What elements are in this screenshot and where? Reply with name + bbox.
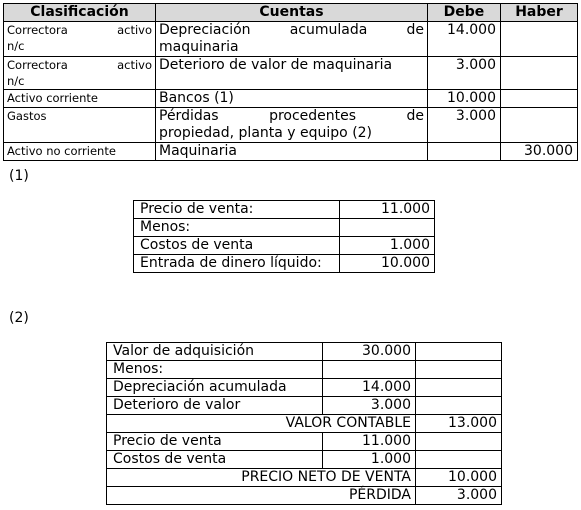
row-debe: 3.000 xyxy=(428,57,501,90)
perdida-total: 3.000 xyxy=(416,487,502,505)
table1-row xyxy=(134,219,435,237)
table1-row xyxy=(134,255,435,273)
valor-contable-label: VALOR CONTABLE xyxy=(107,415,416,433)
clasificacion-cont: n/c xyxy=(7,74,25,88)
row-debe xyxy=(428,143,501,161)
row-clasificacion: Activo no corriente xyxy=(4,143,156,161)
journal-row xyxy=(4,57,578,90)
clasificacion-word: activo xyxy=(117,23,152,37)
journal-row xyxy=(4,90,578,108)
note-1-label: (1) xyxy=(9,168,29,184)
header-clasificacion: Clasificación xyxy=(4,4,156,22)
table2-value: 1.000 xyxy=(323,451,416,469)
note-2-label: (2) xyxy=(9,310,29,326)
row-clasificacion xyxy=(4,22,156,57)
cuenta-word: de xyxy=(406,22,424,38)
header-cuentas: Cuentas xyxy=(156,4,428,22)
table2-label: Menos: xyxy=(107,361,323,379)
table2-row xyxy=(107,451,502,469)
valor-contable-total: 13.000 xyxy=(416,415,502,433)
table2-value: 11.000 xyxy=(323,433,416,451)
table1-value: 10.000 xyxy=(340,255,435,273)
row-clasificacion: Activo corriente xyxy=(4,90,156,108)
table2-row xyxy=(107,361,502,379)
row-haber xyxy=(501,57,578,90)
row-cuenta xyxy=(156,22,428,57)
clasificacion-word: activo xyxy=(117,58,152,72)
loss-calculation-table xyxy=(106,342,502,505)
table1-value xyxy=(340,219,435,237)
row-debe: 3.000 xyxy=(428,108,501,143)
row-cuenta: Bancos (1) xyxy=(156,90,428,108)
table2-label: Deterioro de valor xyxy=(107,397,323,415)
table1-value: 1.000 xyxy=(340,237,435,255)
table1-label: Costos de venta xyxy=(134,237,340,255)
journal-row xyxy=(4,22,578,57)
row-haber xyxy=(501,90,578,108)
table2-total xyxy=(416,451,502,469)
table1-row xyxy=(134,237,435,255)
table2-label: Valor de adquisición xyxy=(107,343,323,361)
journal-row xyxy=(4,108,578,143)
cuenta-word: Pérdidas xyxy=(159,108,219,124)
header-haber: Haber xyxy=(501,4,578,22)
cuenta-word: procedentes xyxy=(269,108,357,124)
table2-row xyxy=(107,433,502,451)
table1-label: Entrada de dinero líquido: xyxy=(134,255,340,273)
row-haber xyxy=(501,108,578,143)
perdida-label: PÉRDIDA xyxy=(107,487,416,505)
table2-total xyxy=(416,433,502,451)
journal-header-row xyxy=(4,4,578,22)
table1-row xyxy=(134,201,435,219)
header-debe: Debe xyxy=(428,4,501,22)
table2-total xyxy=(416,343,502,361)
cuenta-cont: maquinaria xyxy=(159,39,239,55)
precio-neto-label: PRECIO NETO DE VENTA xyxy=(107,469,416,487)
clasificacion-cont: n/c xyxy=(7,39,25,53)
row-clasificacion xyxy=(4,57,156,90)
table2-precio-neto-row xyxy=(107,469,502,487)
table2-perdida-row xyxy=(107,487,502,505)
cuenta-word: Depreciación xyxy=(159,22,251,38)
table2-value: 30.000 xyxy=(323,343,416,361)
table1-label: Precio de venta: xyxy=(134,201,340,219)
row-debe: 14.000 xyxy=(428,22,501,57)
table2-value: 14.000 xyxy=(323,379,416,397)
table2-value: 3.000 xyxy=(323,397,416,415)
table1-label: Menos: xyxy=(134,219,340,237)
row-debe: 10.000 xyxy=(428,90,501,108)
clasificacion-word: Correctora xyxy=(7,23,68,37)
journal-table xyxy=(3,3,578,161)
row-cuenta: Maquinaria xyxy=(156,143,428,161)
cuenta-word: de xyxy=(406,108,424,124)
table2-total xyxy=(416,397,502,415)
row-cuenta: Deterioro de valor de maquinaria xyxy=(156,57,428,90)
cuenta-word: acumulada xyxy=(289,22,368,38)
row-haber xyxy=(501,22,578,57)
table2-label: Costos de venta xyxy=(107,451,323,469)
table2-total xyxy=(416,379,502,397)
cash-inflow-table xyxy=(133,200,435,273)
row-haber: 30.000 xyxy=(501,143,578,161)
row-cuenta xyxy=(156,108,428,143)
table2-total xyxy=(416,361,502,379)
journal-row xyxy=(4,143,578,161)
clasificacion-word: Correctora xyxy=(7,58,68,72)
table2-valor-contable-row xyxy=(107,415,502,433)
row-clasificacion: Gastos xyxy=(4,108,156,143)
table1-value: 11.000 xyxy=(340,201,435,219)
table2-label: Precio de venta xyxy=(107,433,323,451)
precio-neto-total: 10.000 xyxy=(416,469,502,487)
table2-row xyxy=(107,397,502,415)
table2-label: Depreciación acumulada xyxy=(107,379,323,397)
table2-value xyxy=(323,361,416,379)
table2-row xyxy=(107,343,502,361)
table2-row xyxy=(107,379,502,397)
cuenta-cont: propiedad, planta y equipo (2) xyxy=(159,125,373,141)
